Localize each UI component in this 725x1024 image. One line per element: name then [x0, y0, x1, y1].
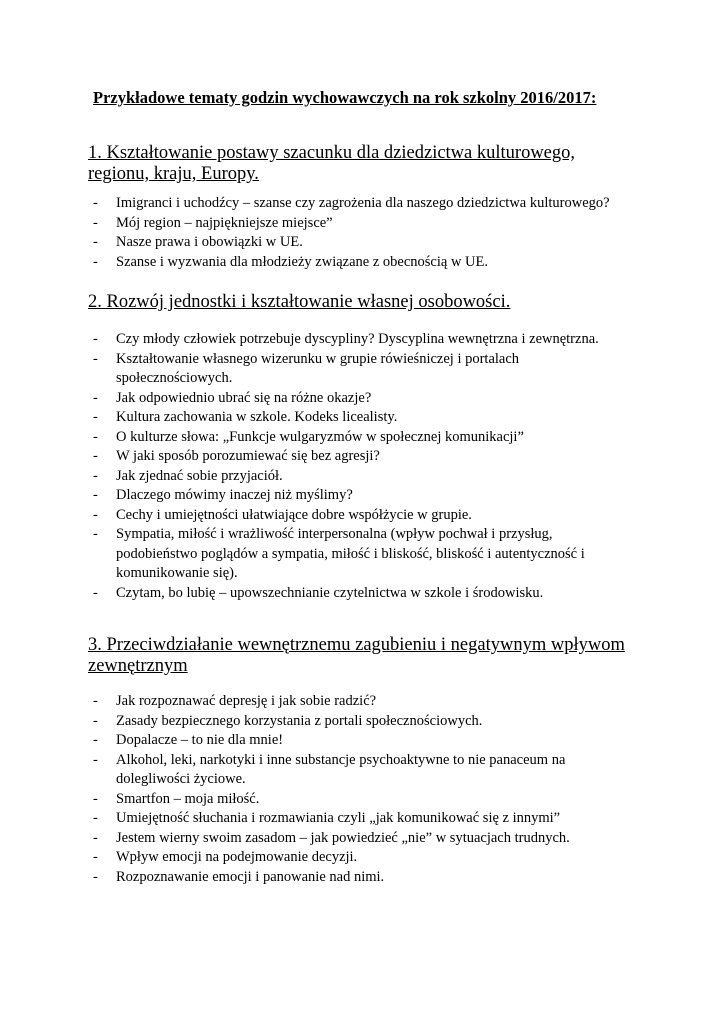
list-item: - Czytam, bo lubię – upowszechnianie czytelnictwa w szkole i środowisku.	[93, 584, 544, 601]
list-item: - Imigranci i uchodźcy – szanse czy zagrożenia dla naszego dziedzictwa kulturowego?	[93, 195, 610, 211]
list-item: - Umiejętność słuchania i rozmawiania czyli „jak komunikować się z innymi”	[93, 810, 561, 826]
list-item: - Jak odpowiednio ubrać się na różne okazje?	[93, 389, 372, 406]
section-heading-2: 2. Rozwój jednostki i kształtowanie własnej osobowości.	[88, 292, 511, 312]
list-item: - W jaki sposób porozumiewać się bez agresji?	[93, 448, 380, 464]
list-item: - Wpływ emocji na podejmowanie decyzji.	[93, 849, 358, 865]
list-item: - Jestem wierny swoim zasadom – jak powiedzieć „nie” w sytuacjach trudnych.	[93, 829, 570, 846]
list-item: - Dopalacze – to nie dla mnie!	[93, 732, 284, 748]
list-item: - Kształtowanie własnego wizerunku w grupie rówieśniczej i portalach społecznościowych.	[93, 350, 520, 386]
list-item: - Cechy i umiejętności ułatwiające dobre współżycie w grupie.	[93, 506, 472, 523]
list-item: - Kultura zachowania w szkole. Kodeks licealisty.	[93, 409, 398, 425]
list-item: - Smartfon – moja miłość.	[93, 790, 260, 807]
section-heading-1: 1. Kształtowanie postawy szacunku dla dziedzictwa kulturowego, regionu, kraju, Europy.	[88, 143, 576, 184]
list-item: - Mój region – najpiękniejsze miejsce”	[93, 214, 333, 231]
section-1-list	[93, 194, 633, 272]
list-item: - Nasze prawa i obowiązki w UE.	[93, 234, 303, 250]
list-item: - Dlaczego mówimy inaczej niż myślimy?	[93, 487, 353, 503]
list-item: - Sympatia, miłość i wrażliwość interpersonalna (wpływ pochwał i przysług, podobieństwo poglądów a sympatia, miłość i bliskość, bliskość i autentyczność i komunikowanie się).	[93, 526, 585, 581]
list-item: - Szanse i wyzwania dla młodzieży związane z obecnością w UE.	[93, 253, 489, 270]
section-2-list	[93, 330, 633, 603]
section-3-list	[93, 692, 633, 887]
section-heading-3: 3. Przeciwdziałanie wewnętrznemu zagubieniu i negatywnym wpływom zewnętrznym	[88, 635, 625, 676]
list-item: - Alkohol, leki, narkotyki i inne substancje psychoaktywne to nie panaceum na dolegliwości życiowe.	[93, 751, 566, 787]
list-item: - Zasady bezpiecznego korzystania z portali społecznościowych.	[93, 712, 483, 729]
list-item: - Czy młody człowiek potrzebuje dyscypliny? Dyscyplina wewnętrzna i zewnętrzna.	[93, 331, 599, 347]
list-item: - O kulturze słowa: „Funkcje wulgaryzmów w społecznej komunikacji”	[93, 428, 524, 445]
list-item: - Jak zjednać sobie przyjaciół.	[93, 467, 283, 484]
list-item: - Rozpoznawanie emocji i panowanie nad nimi.	[93, 868, 385, 885]
list-item: - Jak rozpoznawać depresję i jak sobie radzić?	[93, 693, 377, 709]
document-title: Przykładowe tematy godzin wychowawczych na rok szkolny 2016/2017:	[93, 88, 597, 107]
